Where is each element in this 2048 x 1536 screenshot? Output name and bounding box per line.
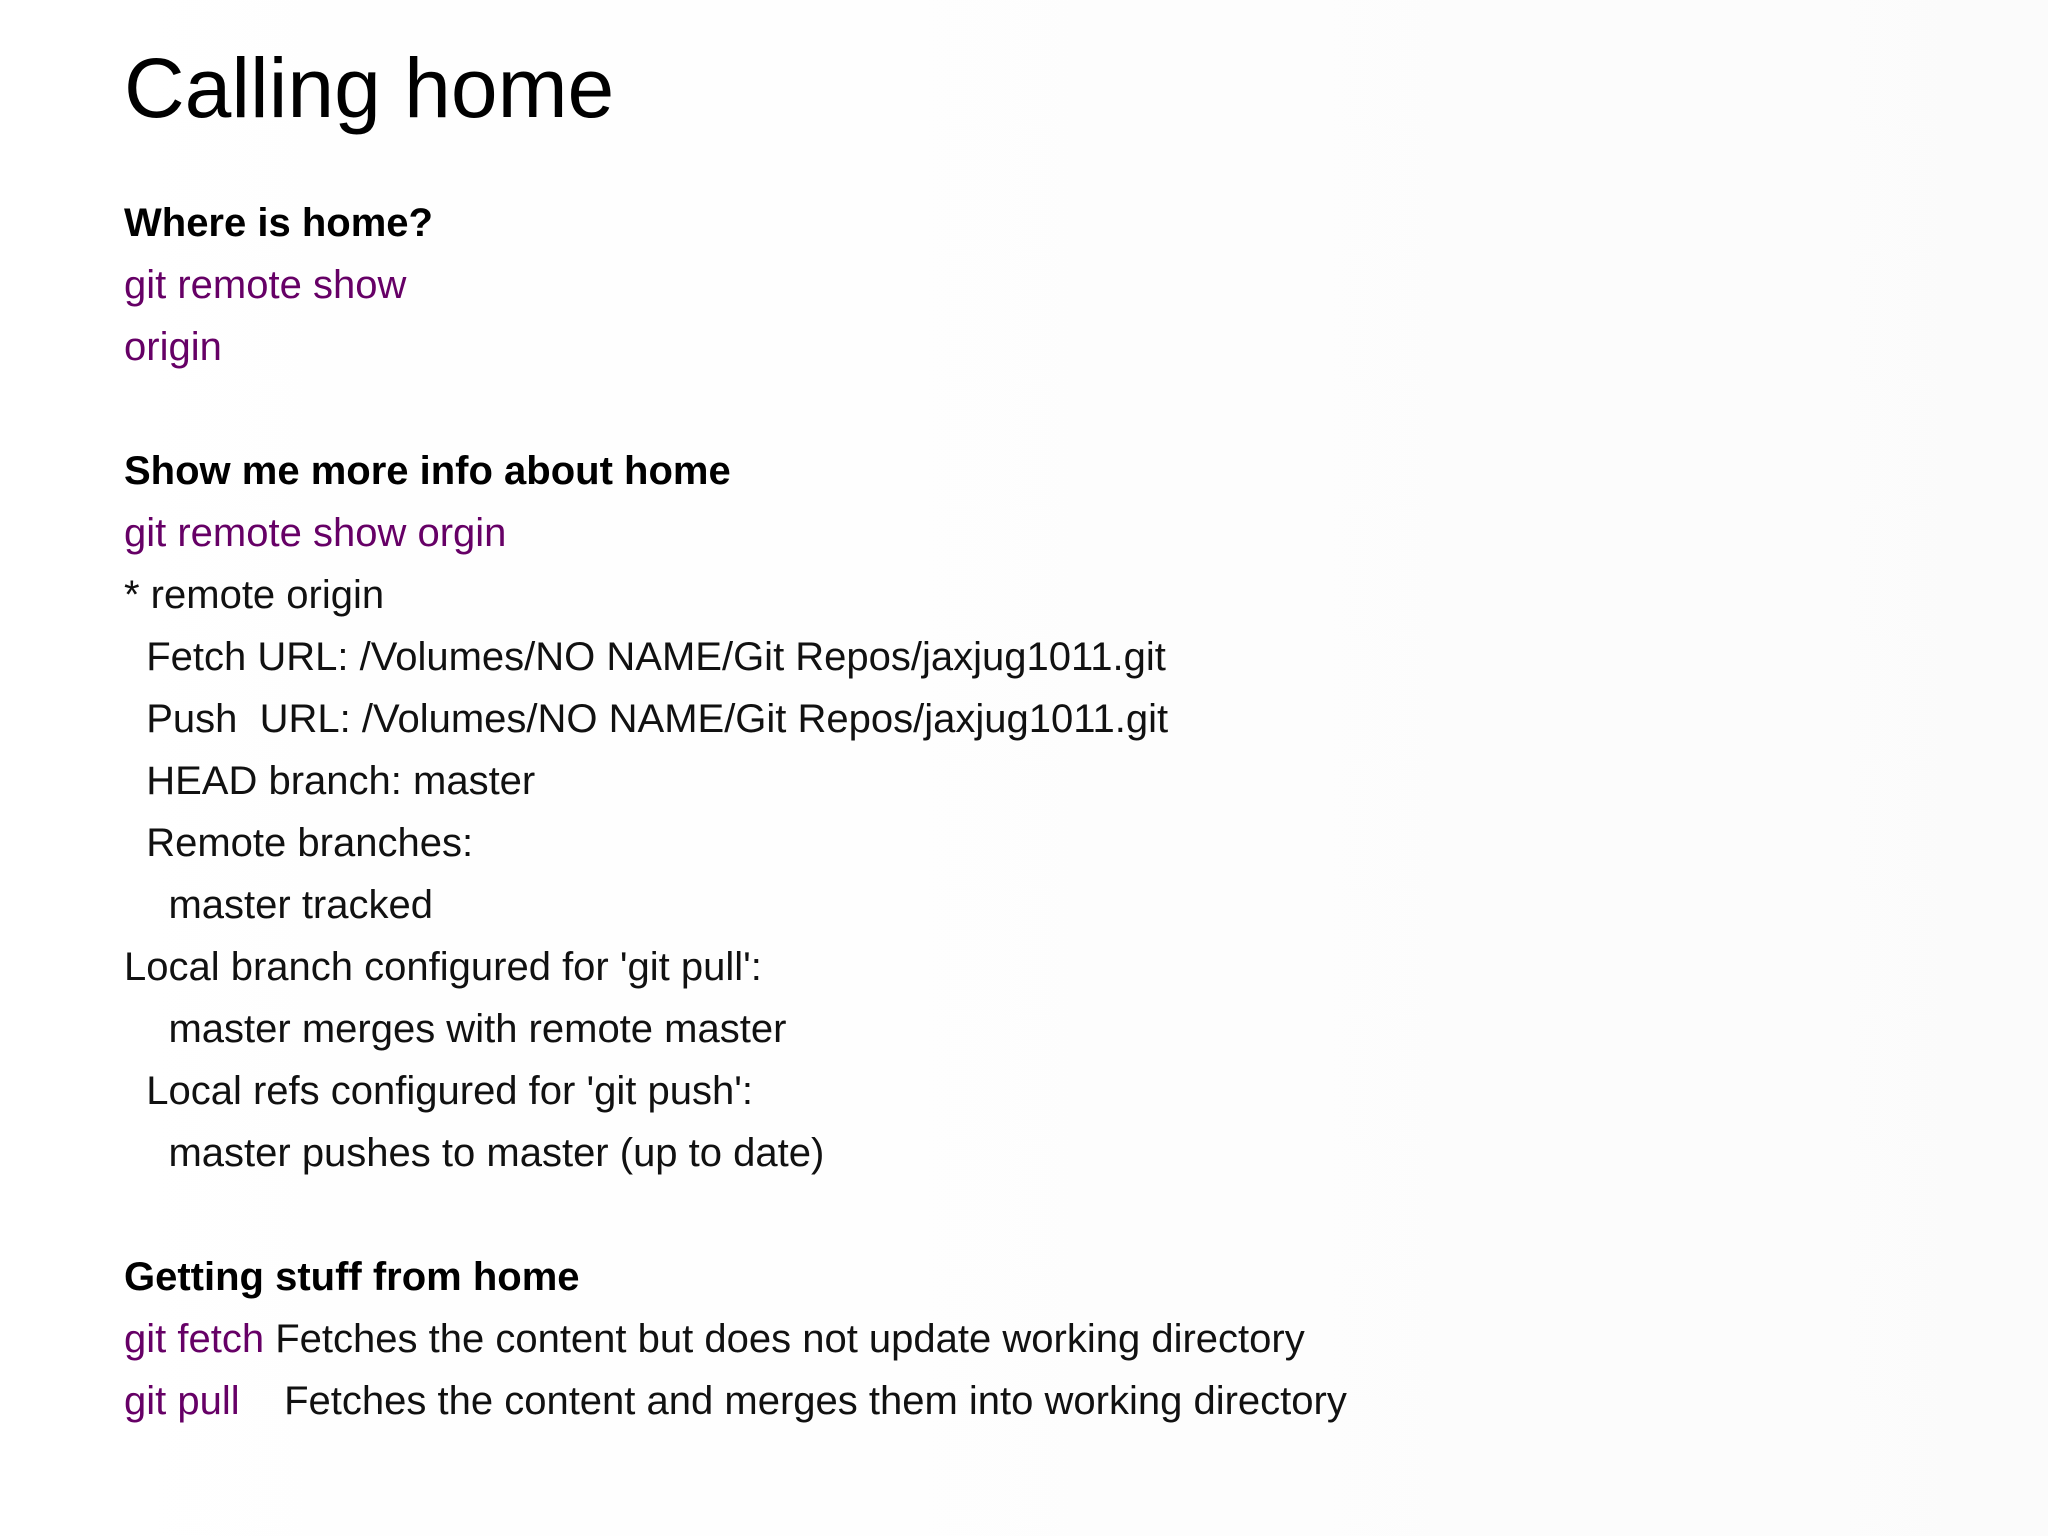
spacer: [124, 378, 1924, 440]
output-line: Fetch URL: /Volumes/NO NAME/Git Repos/jaxjug1011.git: [124, 635, 1166, 679]
output-line: HEAD branch: master: [124, 759, 536, 803]
more-info-heading: Show me more info about home: [124, 449, 731, 493]
spacer: [124, 1184, 1924, 1246]
git-fetch-description: Fetches the content but does not update working directory: [275, 1317, 1305, 1361]
git-pull-command: git pull: [124, 1379, 240, 1423]
git-pull-description: Fetches the content and merges them into working directory: [239, 1379, 1347, 1423]
output-line: master pushes to master (up to date): [124, 1131, 825, 1175]
slide-title: Calling home: [124, 41, 615, 135]
output-line: Remote branches:: [124, 821, 474, 865]
output-line: master merges with remote master: [124, 1007, 787, 1051]
git-fetch-row: [124, 1308, 1924, 1370]
output-line: Local branch configured for 'git pull':: [124, 945, 762, 989]
output-line: Local refs configured for 'git push':: [124, 1069, 753, 1113]
where-is-home-heading: Where is home?: [124, 201, 433, 245]
git-fetch-command: git fetch: [124, 1317, 276, 1361]
output-line: Push URL: /Volumes/NO NAME/Git Repos/jaxjug1011.git: [124, 697, 1169, 741]
git-remote-show-command: git remote show: [124, 263, 407, 307]
getting-stuff-heading: Getting stuff from home: [124, 1255, 580, 1299]
output-line: * remote origin: [124, 573, 385, 617]
git-pull-row: [124, 1370, 1924, 1432]
output-line: master tracked: [124, 883, 433, 927]
slide-content: [124, 38, 1924, 1432]
git-remote-show-origin-command: git remote show orgin: [124, 511, 507, 555]
git-remote-show-command-continued: origin: [124, 325, 222, 369]
